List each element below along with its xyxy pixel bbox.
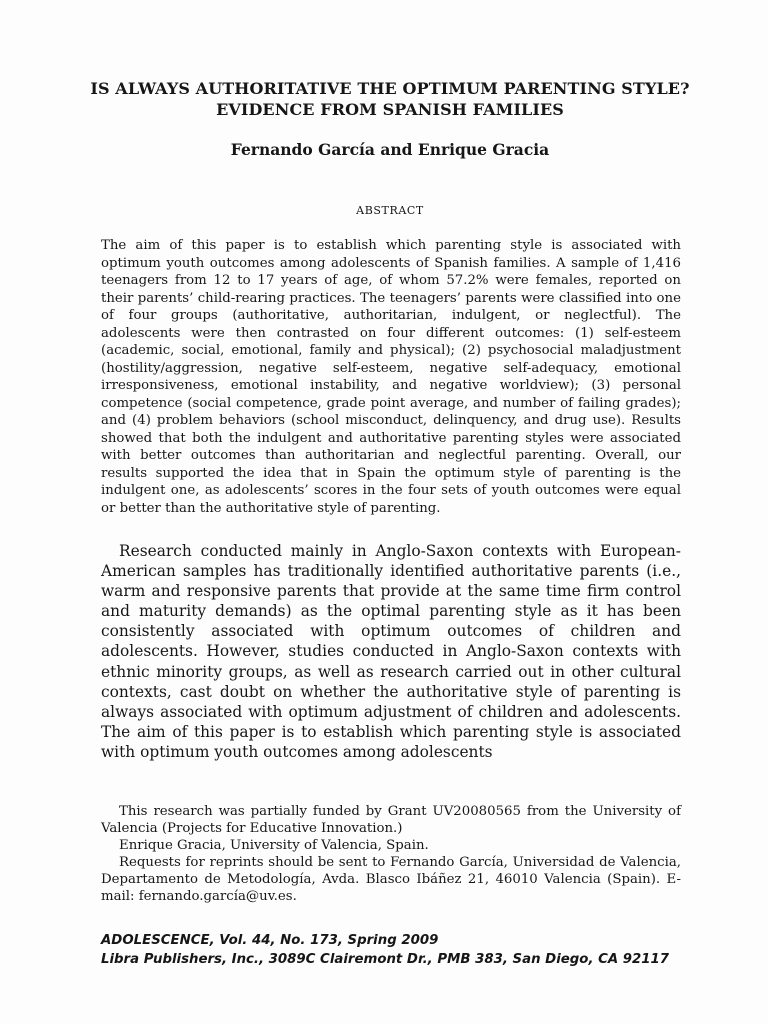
abstract-heading: ABSTRACT bbox=[356, 204, 424, 217]
journal-publisher: Libra Publishers, Inc., 3089C Clairemont Dr., PMB 383, San Diego, CA 92117 bbox=[101, 952, 670, 967]
body-paragraph: Research conducted mainly in Anglo-Saxon contexts with European-American samples has traditionally identified authoritative parents (i.e., warm and responsive parents that provide at the same time firm control and maturity demands) as the optimal parenting style as it has been consistently associated with optimum outcomes of children and adolescents. However, studies conducted in Anglo-Saxon contexts with ethnic minority groups, as well as research carried out in other cultural contexts, cast doubt on whether the authoritative style of parenting is always associated with optimum adjustment of children and adolescents. The aim of this paper is to establish which parenting style is associated with optimum youth outcomes among adolescents bbox=[101, 542, 681, 761]
abstract-text: The aim of this paper is to establish which parenting style is associated with optimum youth outcomes among adolescents of Spanish families. A sample of 1,416 teenagers from 12 to 17 years of age, of whom 57.2% were females, reported on their parents’ child-rearing practices. The teenagers’ parents were classified into one of four groups (authoritative, authoritarian, indulgent, or neglectful). The adolescents were then contrasted on four different outcomes: (1) self-esteem (academic, social, emotional, family and physical); (2) psychosocial maladjustment (hostility/aggression, negative self-esteem, negative self-adequacy, emotional irresponsiveness, emotional instability, and negative worldview); (3) personal competence (social competence, grade point average, and number of failing grades); and (4) problem behaviors (school misconduct, delinquency, and drug use). Results showed that both the indulgent and authoritative parenting styles were associated with better outcomes than authoritarian and neglectful parenting. Overall, our results supported the idea that in Spain the optimum style of parenting is the indulgent one, as adolescents’ scores in the four sets of youth outcomes were equal or better than the authoritative style of parenting. bbox=[101, 238, 681, 516]
footnote-reprints: Requests for reprints should be sent to Fernando García, Universidad de Valencia, Departamento de Metodología, Avda. Blasco Ibáñez 21, 46010 Valencia (Spain). E-mail: fernando.garcía@uv.es. bbox=[101, 855, 681, 904]
article-title: IS ALWAYS AUTHORITATIVE THE OPTIMUM PARENTING STYLE? EVIDENCE FROM SPANISH FAMILIES bbox=[90, 79, 690, 119]
footnote-funding: This research was partially funded by Grant UV20080565 from the University of Valencia (Projects for Educative Innovation.) bbox=[101, 804, 681, 836]
journal-reference bbox=[101, 931, 701, 969]
footnote bbox=[101, 803, 681, 905]
footnote-affiliation: Enrique Gracia, University of Valencia, Spain. bbox=[119, 838, 429, 853]
journal-citation: ADOLESCENCE, Vol. 44, No. 173, Spring 2009 bbox=[101, 933, 439, 948]
article-authors: Fernando García and Enrique Gracia bbox=[230, 140, 550, 159]
